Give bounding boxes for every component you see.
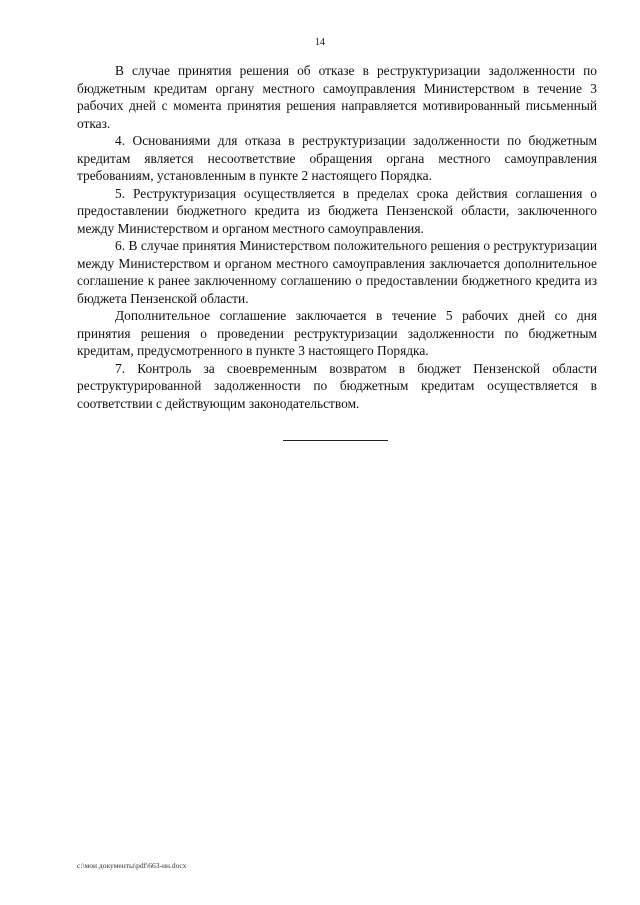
paragraph-item-5: 5. Реструктуризация осуществляется в пределах срока действия соглашения о предоставлении бюджетного кредита из бюджета Пензенской области, заключенного между Министерством и органом местного самоуправления. [77,185,597,236]
paragraph-refusal-notice: В случае принятия решения об отказе в реструктуризации задолженности по бюджетным кредитам органу местного самоуправления Министерством в течение 3 рабочих дней с момента принятия решения направляется мотивированный письменный отказ. [77,63,597,131]
paragraph-additional-agreement: Дополнительное соглашение заключается в течение 5 рабочих дней со дня принятия решения о проведении реструктуризации задолженности по бюджетным кредитам, предусмотренного в пункте 3 настоящего Порядка. [77,308,597,358]
page-number: 14 [315,37,325,48]
footer-file-path: c:\мои документы\pdf\663-ин.docx [77,861,187,870]
end-of-text-rule [283,440,388,441]
paragraph-item-7: 7. Контроль за своевременным возвратом в бюджет Пензенской области реструктурированной задолженности по бюджетным кредитам осуществляется в соответствии с действующим законодательством. [77,360,597,411]
document-body [77,62,597,412]
paragraph-item-6: 6. В случае принятия Министерством положительного решения о реструктуризации между Министерством и органом местного самоуправления заключается дополнительное соглашение к ранее заключенному соглашению о предоставлении бюджетного кредита из бюджета Пензенской области. [77,238,597,306]
paragraph-item-4: 4. Основаниями для отказа в реструктуризации задолженности по бюджетным кредитам является несоответствие обращения органа местного самоуправления требованиям, установленным в пункте 2 настоящего Порядка. [77,133,597,183]
